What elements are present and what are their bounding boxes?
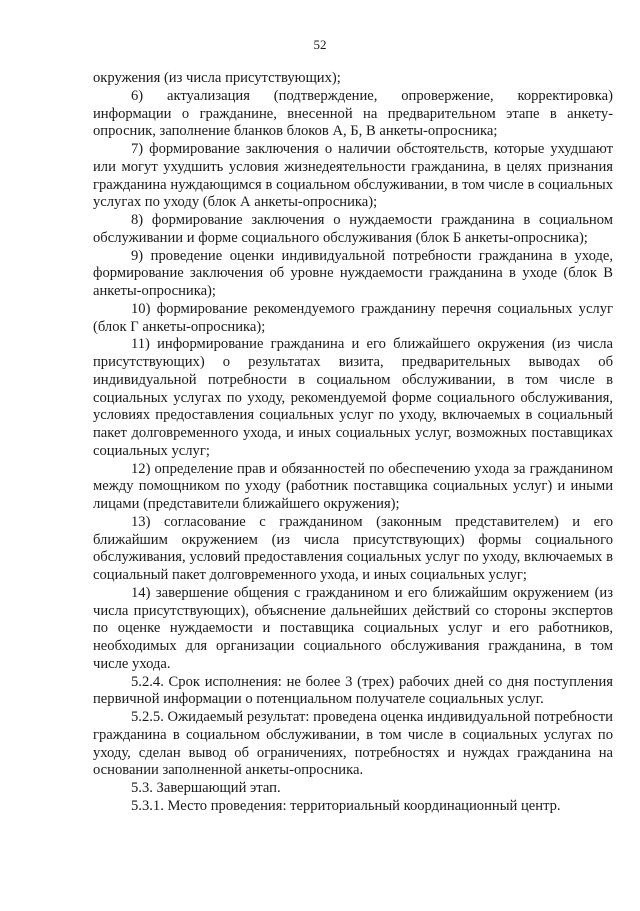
list-item-11: 11) информирование гражданина и его ближайшего окружения (из числа присутствующих) о результатах визита, предварительных выводах об индивидуальной потребности в социальном обслуживании, в том числе в социальных услугах по уходу, рекомендуемой форме социального обслуживания, условиях предоставления социальных услуг по уходу, включаемых в социальный пакет долговременного ухода, и иных социальных услуг, возможных поставщиках социальных услуг;	[93, 336, 613, 459]
list-item-10: 10) формирование рекомендуемого гражданину перечня социальных услуг (блок Г анкеты-опросника);	[93, 300, 613, 335]
list-item-12: 12) определение прав и обязанностей по обеспечению ухода за гражданином между помощником по уходу (работник поставщика социальных услуг) и иными лицами (представители ближайшего окружения);	[93, 460, 613, 512]
list-item-8: 8) формирование заключения о нуждаемости гражданина в социальном обслуживании и форме социального обслуживания (блок Б анкеты-опросника);	[93, 212, 613, 246]
paragraph-continuation: окружения (из числа присутствующих);	[93, 70, 341, 86]
list-item-6: 6) актуализация (подтверждение, опровержение, корректировка) информации о гражданине, внесенной на предварительном этапе в анкету-опросник, заполнение бланков блоков А, Б, В анкеты-опросника;	[93, 87, 613, 140]
document-body	[93, 70, 613, 816]
page-number: 52	[313, 37, 327, 52]
section-5-2-5: 5.2.5. Ожидаемый результат: проведена оценка индивидуальной потребности гражданина в социальном обслуживании, в том числе в социальных услугах по уходу, сделан вывод об ограничениях, потребностях и нуждах гражданина на основании заполненной анкеты-опросника.	[93, 709, 613, 779]
list-item-13: 13) согласование с гражданином (законным представителем) и его ближайшим окружением (из числа присутствующих) формы социального обслуживания, условий предоставления социальных услуг по уходу, включаемых в социальный пакет долговременного ухода, и иных социальных услуг;	[93, 513, 613, 583]
section-5-3-heading: 5.3. Завершающий этап.	[131, 780, 281, 796]
list-item-9: 9) проведение оценки индивидуальной потребности гражданина в уходе, формирование заключения об уровне нуждаемости гражданина в уходе (блок В анкеты-опросника);	[93, 247, 613, 299]
list-item-14: 14) завершение общения с гражданином и его ближайшим окружением (из числа присутствующих), объяснение дальнейших действий со стороны экспертов по оценке нуждаемости и поставщика социальных услуг и его работников, необходимых для организации социального обслуживания гражданина, в том числе ухода.	[93, 584, 613, 672]
section-5-2-4: 5.2.4. Срок исполнения: не более 3 (трех) рабочих дней со дня поступления первичной информации о потенциальном получателе социальных услуг.	[93, 673, 613, 708]
list-item-7: 7) формирование заключения о наличии обстоятельств, которые ухудшают или могут ухудшить условия жизнедеятельности гражданина, в целях признания гражданина нуждающимся в социальном обслуживании, в том числе в социальных услугах по уходу (блок А анкеты-опросника);	[93, 141, 613, 211]
section-5-3-1: 5.3.1. Место проведения: территориальный координационный центр.	[131, 797, 561, 814]
